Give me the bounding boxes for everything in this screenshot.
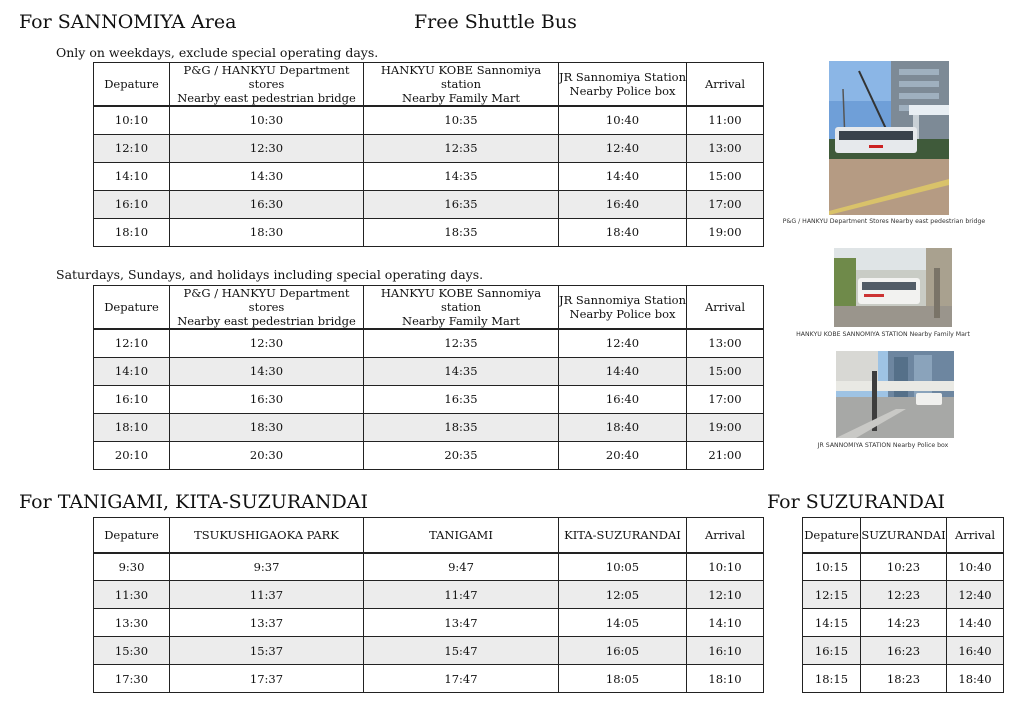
table-row <box>94 413 764 441</box>
table-cell: 18:05 <box>559 665 687 693</box>
weekday-note: Only on weekdays, exclude special operating days. <box>56 45 379 60</box>
table-row <box>94 329 764 357</box>
table-cell: 18:35 <box>364 218 559 246</box>
table-cell: 18:10 <box>687 665 764 693</box>
table-cell: 12:40 <box>559 134 687 162</box>
col-header-arrival: Arrival <box>687 286 764 330</box>
table-cell: 18:10 <box>94 218 170 246</box>
table-row <box>94 357 764 385</box>
table-cell: 14:10 <box>94 162 170 190</box>
table-cell: 12:23 <box>861 581 947 609</box>
table-header-row <box>94 286 764 330</box>
table-cell: 18:15 <box>803 665 861 693</box>
col-header-suzurandai: SUZURANDAI <box>861 518 947 553</box>
suzurandai-timetable <box>802 517 1004 693</box>
table-cell: 10:10 <box>94 106 170 134</box>
table-cell: 18:40 <box>559 218 687 246</box>
table-cell: 20:35 <box>364 441 559 469</box>
table-cell: 15:00 <box>687 357 764 385</box>
table-row <box>803 609 1004 637</box>
table-cell: 12:35 <box>364 134 559 162</box>
col-header-departure: Depature <box>94 63 170 107</box>
table-row <box>94 218 764 246</box>
table-cell: 12:10 <box>94 134 170 162</box>
table-cell: 14:40 <box>947 609 1004 637</box>
table-cell: 16:10 <box>687 637 764 665</box>
table-cell: 12:10 <box>94 329 170 357</box>
table-cell: 10:10 <box>687 553 764 581</box>
table-cell: 10:30 <box>170 106 364 134</box>
table-row <box>94 190 764 218</box>
col-header-departure: Depature <box>94 518 170 553</box>
table-cell: 12:40 <box>947 581 1004 609</box>
table-cell: 12:05 <box>559 581 687 609</box>
table-cell: 15:00 <box>687 162 764 190</box>
table-cell: 18:35 <box>364 413 559 441</box>
table-header-row <box>803 518 1004 553</box>
table-cell: 14:05 <box>559 609 687 637</box>
col-header-arrival: Arrival <box>687 63 764 107</box>
table-cell: 14:40 <box>559 162 687 190</box>
table-cell: 9:47 <box>364 553 559 581</box>
weekday-timetable <box>93 62 764 247</box>
table-cell: 10:40 <box>947 553 1004 581</box>
col-header-jr-sannomiya: JR Sannomiya Station Nearby Police box <box>559 63 687 107</box>
table-cell: 17:00 <box>687 190 764 218</box>
table-row <box>803 637 1004 665</box>
table-cell: 13:00 <box>687 134 764 162</box>
table-cell: 12:35 <box>364 329 559 357</box>
bus-stop-photo-1 <box>829 61 949 215</box>
table-cell: 13:00 <box>687 329 764 357</box>
table-row <box>94 385 764 413</box>
table-cell: 21:00 <box>687 441 764 469</box>
col-header-hankyu-kobe: HANKYU KOBE Sannomiya station Nearby Family Mart <box>364 63 559 107</box>
table-header-row <box>94 63 764 107</box>
table-row <box>94 581 764 609</box>
col-header-departure: Depature <box>803 518 861 553</box>
sannomiya-title: For SANNOMIYA Area <box>19 11 237 33</box>
table-cell: 16:35 <box>364 190 559 218</box>
table-cell: 20:10 <box>94 441 170 469</box>
table-cell: 18:10 <box>94 413 170 441</box>
table-cell: 17:30 <box>94 665 170 693</box>
table-cell: 20:30 <box>170 441 364 469</box>
table-cell: 11:00 <box>687 106 764 134</box>
table-cell: 16:35 <box>364 385 559 413</box>
table-cell: 9:30 <box>94 553 170 581</box>
table-cell: 16:30 <box>170 190 364 218</box>
table-cell: 11:37 <box>170 581 364 609</box>
table-cell: 18:30 <box>170 218 364 246</box>
bus-stop-photo-2 <box>834 248 952 327</box>
table-row <box>94 162 764 190</box>
col-header-arrival: Arrival <box>947 518 1004 553</box>
col-header-pg-hankyu: P&G / HANKYU Department stores Nearby east pedestrian bridge <box>170 63 364 107</box>
photo-pg-hankyu-bridge <box>829 61 949 215</box>
table-cell: 15:47 <box>364 637 559 665</box>
table-cell: 10:15 <box>803 553 861 581</box>
table-cell: 10:23 <box>861 553 947 581</box>
table-cell: 12:15 <box>803 581 861 609</box>
table-cell: 14:40 <box>559 357 687 385</box>
table-row <box>94 609 764 637</box>
table-cell: 17:47 <box>364 665 559 693</box>
table-cell: 11:30 <box>94 581 170 609</box>
table-cell: 16:05 <box>559 637 687 665</box>
table-cell: 14:30 <box>170 357 364 385</box>
table-cell: 16:30 <box>170 385 364 413</box>
tanigami-timetable <box>93 517 764 693</box>
holiday-note: Saturdays, Sundays, and holidays including special operating days. <box>56 267 484 282</box>
photo-caption-3: JR SANNOMIYA STATION Nearby Police box <box>817 442 949 449</box>
col-header-kita-suzurandai: KITA-SUZURANDAI <box>559 518 687 553</box>
table-cell: 17:37 <box>170 665 364 693</box>
table-cell: 17:00 <box>687 385 764 413</box>
photo-caption-1: P&G / HANKYU Department Stores Nearby east pedestrian bridge <box>782 218 986 225</box>
suzurandai-title: For SUZURANDAI <box>767 491 946 513</box>
table-cell: 9:37 <box>170 553 364 581</box>
col-header-tanigami: TANIGAMI <box>364 518 559 553</box>
table-row <box>94 637 764 665</box>
table-row <box>803 665 1004 693</box>
holiday-timetable <box>93 285 764 470</box>
table-row <box>94 134 764 162</box>
table-cell: 10:05 <box>559 553 687 581</box>
table-cell: 16:40 <box>559 385 687 413</box>
table-cell: 14:10 <box>94 357 170 385</box>
table-cell: 16:10 <box>94 190 170 218</box>
table-cell: 12:30 <box>170 134 364 162</box>
table-cell: 12:30 <box>170 329 364 357</box>
table-row <box>94 441 764 469</box>
table-cell: 16:40 <box>947 637 1004 665</box>
photo-hankyu-kobe-familymart <box>834 248 952 327</box>
table-cell: 11:47 <box>364 581 559 609</box>
table-cell: 14:35 <box>364 162 559 190</box>
photo-caption-2: HANKYU KOBE SANNOMIYA STATION Nearby Family Mart <box>796 331 970 338</box>
table-row <box>803 553 1004 581</box>
col-header-departure: Depature <box>94 286 170 330</box>
table-cell: 12:40 <box>559 329 687 357</box>
table-header-row <box>94 518 764 553</box>
table-cell: 16:10 <box>94 385 170 413</box>
table-cell: 18:30 <box>170 413 364 441</box>
table-cell: 15:30 <box>94 637 170 665</box>
table-cell: 10:40 <box>559 106 687 134</box>
page-heading: Free Shuttle Bus <box>414 11 577 33</box>
photo-jr-sannomiya-policebox <box>836 351 954 438</box>
col-header-pg-hankyu: P&G / HANKYU Department stores Nearby east pedestrian bridge <box>170 286 364 330</box>
table-cell: 14:35 <box>364 357 559 385</box>
bus-stop-photo-3 <box>836 351 954 438</box>
tanigami-title: For TANIGAMI, KITA-SUZURANDAI <box>19 491 368 513</box>
col-header-tsukushigaoka: TSUKUSHIGAOKA PARK <box>170 518 364 553</box>
table-cell: 10:35 <box>364 106 559 134</box>
table-cell: 13:37 <box>170 609 364 637</box>
table-cell: 20:40 <box>559 441 687 469</box>
table-cell: 16:15 <box>803 637 861 665</box>
col-header-jr-sannomiya: JR Sannomiya Station Nearby Police box <box>559 286 687 330</box>
table-cell: 15:37 <box>170 637 364 665</box>
table-cell: 16:40 <box>559 190 687 218</box>
table-cell: 18:40 <box>947 665 1004 693</box>
table-cell: 18:40 <box>559 413 687 441</box>
table-cell: 13:30 <box>94 609 170 637</box>
table-cell: 13:47 <box>364 609 559 637</box>
table-cell: 19:00 <box>687 413 764 441</box>
table-cell: 12:10 <box>687 581 764 609</box>
col-header-arrival: Arrival <box>687 518 764 553</box>
table-row <box>94 553 764 581</box>
table-cell: 16:23 <box>861 637 947 665</box>
table-cell: 19:00 <box>687 218 764 246</box>
table-cell: 14:10 <box>687 609 764 637</box>
table-row <box>94 106 764 134</box>
table-cell: 14:30 <box>170 162 364 190</box>
table-row <box>94 665 764 693</box>
table-cell: 14:15 <box>803 609 861 637</box>
table-cell: 14:23 <box>861 609 947 637</box>
table-row <box>803 581 1004 609</box>
table-cell: 18:23 <box>861 665 947 693</box>
col-header-hankyu-kobe: HANKYU KOBE Sannomiya station Nearby Family Mart <box>364 286 559 330</box>
